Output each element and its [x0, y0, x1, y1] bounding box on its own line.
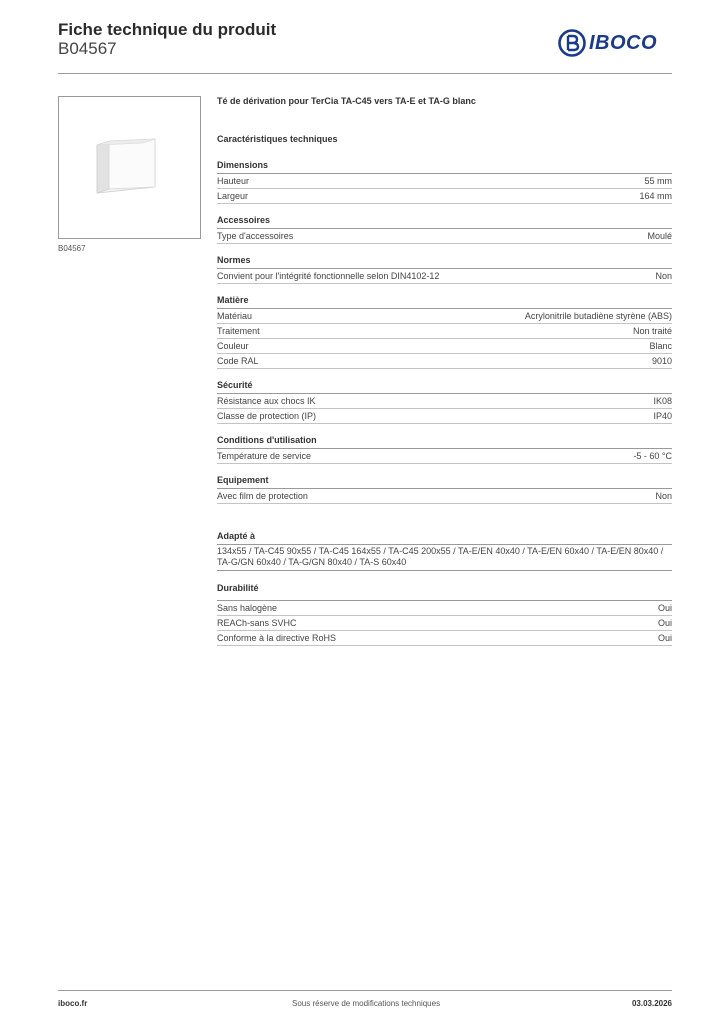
- spec-value: Oui: [657, 633, 672, 643]
- spec-label: Température de service: [217, 451, 312, 461]
- spec-label: Traitement: [217, 326, 260, 336]
- spec-label: Matériau: [217, 311, 253, 321]
- spec-value: IK08: [653, 396, 672, 406]
- spec-label: Hauteur: [217, 176, 250, 186]
- iboco-logo-icon: [558, 29, 586, 57]
- group-title: Accessoires: [217, 215, 672, 229]
- spec-label: Conforme à la directive RoHS: [217, 633, 337, 643]
- spec-group: [217, 255, 672, 284]
- spec-value: Moulé: [647, 231, 672, 241]
- group-title: Adapté à: [217, 531, 672, 545]
- group-title: Durabilité: [217, 583, 259, 593]
- spec-row: [217, 489, 672, 504]
- adapted-text: 134x55 / TA-C45 90x55 / TA-C45 164x55 / TA-C45 200x55 / TA-E/EN 40x40 / TA-E/EN 60x40 / TA-E/EN 80x40 / TA-G/GN 60x40 / TA-G/GN 80x40 / TA-S 60x40: [217, 545, 672, 571]
- spec-row: [217, 616, 672, 631]
- spec-label: REACh-sans SVHC: [217, 618, 297, 628]
- footer-date: 03.03.2026: [631, 999, 672, 1008]
- footer-divider: [58, 990, 672, 991]
- spec-value: Acrylonitrile butadiène styrène (ABS): [524, 311, 672, 321]
- spec-row: [217, 324, 672, 339]
- spec-label: Type d'accessoires: [217, 231, 294, 241]
- spec-group: [217, 295, 672, 369]
- spec-row: [217, 409, 672, 424]
- spec-label: Convient pour l'intégrité fonctionnelle selon DIN4102-12: [217, 271, 440, 281]
- spec-label: Code RAL: [217, 356, 259, 366]
- spec-value: Non traité: [632, 326, 672, 336]
- product-code: B04567: [58, 39, 117, 58]
- spec-row: [217, 189, 672, 204]
- group-title: Normes: [217, 255, 672, 269]
- spec-group: [217, 475, 672, 504]
- spec-value: Non: [655, 491, 672, 501]
- spec-label: Sans halogène: [217, 603, 278, 613]
- spec-groups: [217, 160, 672, 504]
- spec-label: Couleur: [217, 341, 249, 351]
- spec-label: Résistance aux chocs IK: [217, 396, 316, 406]
- brand-name: IBOCO: [589, 31, 658, 54]
- group-title: Equipement: [217, 475, 672, 489]
- tee-fitting-illustration: [59, 97, 200, 238]
- spec-label: Avec film de protection: [217, 491, 308, 501]
- spec-row: [217, 449, 672, 464]
- spec-value: Oui: [657, 618, 672, 628]
- spec-group: [217, 160, 672, 204]
- product-image: [58, 96, 201, 239]
- spec-label: Largeur: [217, 191, 249, 201]
- spec-row: [217, 394, 672, 409]
- brand-logo: [558, 28, 657, 58]
- spec-row: [217, 229, 672, 244]
- spec-value: 164 mm: [639, 191, 672, 201]
- spec-row: [217, 309, 672, 324]
- footer-site-link[interactable]: iboco.fr: [58, 999, 88, 1008]
- spec-label: Classe de protection (IP): [217, 411, 317, 421]
- spec-group: [217, 215, 672, 244]
- spec-row: [217, 354, 672, 369]
- spec-group: [217, 435, 672, 464]
- spec-content: [217, 96, 672, 657]
- header-divider: [58, 73, 672, 74]
- group-title: Matière: [217, 295, 672, 309]
- group-title: Conditions d'utilisation: [217, 435, 672, 449]
- spec-value: Non: [655, 271, 672, 281]
- spec-row: [217, 631, 672, 646]
- product-title: Té de dérivation pour TerCia TA-C45 vers TA-E et TA-G blanc: [217, 96, 476, 106]
- durability-group: [217, 583, 672, 646]
- spec-value: Blanc: [649, 341, 672, 351]
- section-heading: Caractéristiques techniques: [217, 134, 338, 144]
- spec-value: 9010: [651, 356, 672, 366]
- spec-row: [217, 269, 672, 284]
- spec-row: [217, 339, 672, 354]
- image-caption: B04567: [58, 244, 86, 253]
- spec-group: [217, 380, 672, 424]
- spec-value: Oui: [657, 603, 672, 613]
- spec-value: IP40: [653, 411, 672, 421]
- spec-value: 55 mm: [644, 176, 672, 186]
- group-title: Dimensions: [217, 160, 672, 174]
- spec-row: [217, 601, 672, 616]
- group-title: Sécurité: [217, 380, 672, 394]
- adapted-group: [217, 531, 672, 571]
- footer-notice: Sous réserve de modifications techniques: [292, 999, 441, 1008]
- header-title: Fiche technique du produit: [58, 20, 277, 39]
- spec-row: [217, 174, 672, 189]
- spec-value: -5 - 60 °C: [633, 451, 672, 461]
